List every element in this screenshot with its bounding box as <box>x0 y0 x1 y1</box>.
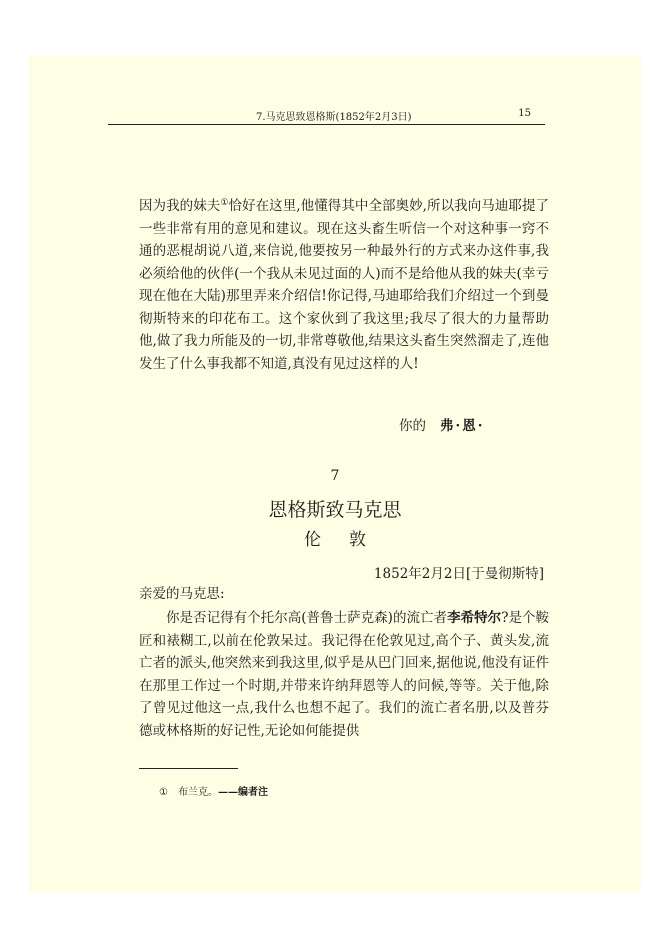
signature-line <box>399 414 484 434</box>
footnote-mark: ① <box>159 787 168 798</box>
footnote-reference: ① <box>220 198 229 208</box>
running-title: 7.马克思致恩格斯(1852年2月3日) <box>256 112 412 123</box>
bold-name: 李希特尔 <box>447 610 502 626</box>
closing: 你的 <box>399 418 426 434</box>
signature: 弗·恩· <box>440 418 485 434</box>
text-after-note: 恰好在这里,他懂得其中全部奥妙,所以我向马迪耶提了一些非常有用的意见和建议。现在这头畜生听信一个对这种事一窍不通的恶棍胡说八道,来信说,他要按另一种最外行的方式来办这件事,我必须给他的伙伴(一个我从未见过面的人)而不是给他从我的妹夫(幸亏现在他在大陆)那里弄来介绍信!你记得,马迪耶给我们介绍过一个到曼彻斯特来的印花布工。这个家伙到了我这里;我尽了很大的力量帮助他,做了我力所能及的一切,非常尊敬他,结果这头畜生突然溜走了,连他发生了什么事我都不知道,真没有见过这样的人! <box>139 198 549 372</box>
letter-number: 7 <box>330 468 340 484</box>
previous-letter-text <box>139 195 549 375</box>
footnote-editor-note: ——编者注 <box>217 787 268 798</box>
letter-title: 恩格斯致马克思 <box>268 499 402 521</box>
footnote-divider <box>139 768 238 769</box>
text-before-note: 因为我的妹夫 <box>139 198 221 214</box>
letter-body <box>139 607 549 742</box>
running-header <box>108 104 545 125</box>
footnote <box>159 783 268 798</box>
letter-place: 伦敦 <box>304 530 394 550</box>
salutation: 亲爱的马克思: <box>139 586 225 602</box>
letter-paragraph <box>139 607 549 742</box>
para-start: 你是否记得有个托尔高(普鲁士萨克森)的流亡者 <box>166 610 448 626</box>
letter-date: 1852年2月2日[于曼彻斯特] <box>373 566 544 582</box>
previous-letter-paragraph <box>139 195 549 375</box>
footnote-text: 布兰克。 <box>177 787 218 798</box>
para-rest: ?是个鞍匠和裱糊工,以前在伦敦呆过。我记得在伦敦见过,高个子、黄头发,流亡者的派头,他突然来到我这里,似乎是从巴门回来,据他说,他没有证件在那里工作过一个时期,并带来许纳拜恩等人的问候,等等。关于他,除了曾见过他这一点,我什么也想不起了。我们的流亡者名册,以及普芬德或林格斯的好记性,无论如何能提供 <box>139 610 549 739</box>
page-number: 15 <box>518 108 531 119</box>
